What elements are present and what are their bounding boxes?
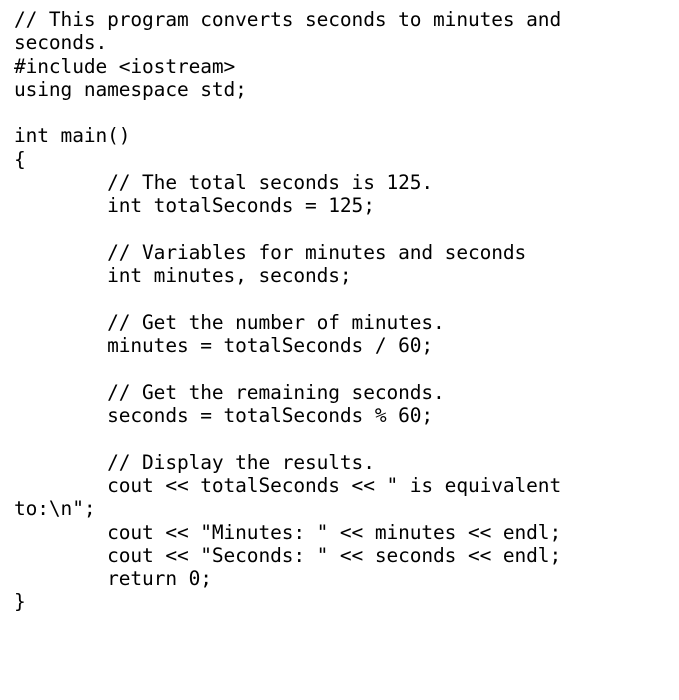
code-line-main-signature: int main() bbox=[14, 124, 131, 148]
code-line-blank bbox=[14, 101, 674, 124]
code-line-cout-seconds: cout << "Seconds: " << seconds << endl; bbox=[14, 543, 562, 567]
code-line-seconds-calc: seconds = totalSeconds % 60; bbox=[14, 404, 434, 428]
code-line-blank bbox=[14, 427, 674, 450]
code-line-blank bbox=[14, 357, 674, 380]
code-line-comment-header: // This program converts seconds to minutes and bbox=[14, 8, 562, 31]
code-line-total-decl: int totalSeconds = 125; bbox=[14, 194, 375, 218]
code-line-include: #include <iostream> bbox=[14, 54, 236, 78]
code-line-variables-decl: int minutes, seconds; bbox=[14, 264, 352, 288]
code-line-open-brace: { bbox=[14, 147, 26, 171]
code-line-comment-seconds: // Get the remaining seconds. bbox=[14, 380, 445, 404]
code-line-close-brace: } bbox=[14, 590, 26, 614]
code-line-comment-header-cont: seconds. bbox=[14, 31, 108, 55]
code-listing bbox=[14, 8, 674, 614]
code-line-comment-total: // The total seconds is 125. bbox=[14, 171, 434, 195]
code-line-cout-total: cout << totalSeconds << " is equivalent bbox=[14, 473, 562, 497]
code-line-comment-minutes: // Get the number of minutes. bbox=[14, 310, 445, 334]
code-line-blank bbox=[14, 218, 674, 241]
code-line-comment-display: // Display the results. bbox=[14, 450, 375, 474]
code-line-return: return 0; bbox=[14, 567, 212, 591]
code-line-cout-minutes: cout << "Minutes: " << minutes << endl; bbox=[14, 520, 562, 544]
code-line-minutes-calc: minutes = totalSeconds / 60; bbox=[14, 334, 434, 358]
code-line-namespace: using namespace std; bbox=[14, 77, 247, 101]
code-line-blank bbox=[14, 288, 674, 311]
code-line-comment-variables: // Variables for minutes and seconds bbox=[14, 240, 527, 264]
code-line-cout-total-cont: to:\n"; bbox=[14, 497, 96, 521]
